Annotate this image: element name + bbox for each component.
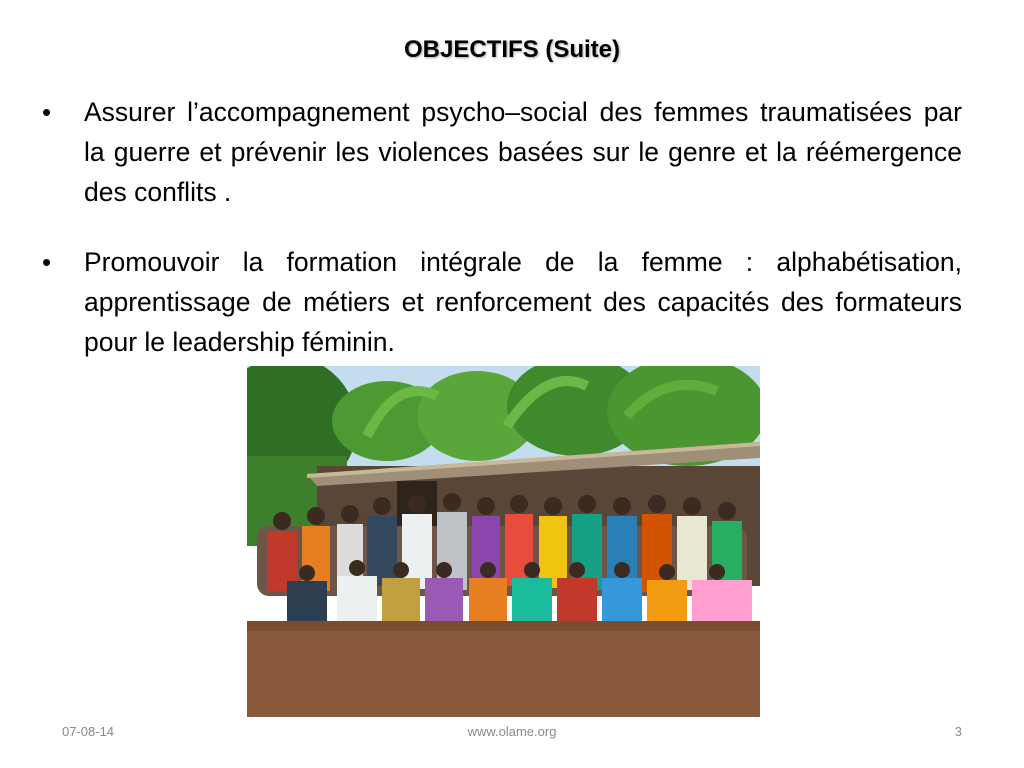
bullet-marker: • xyxy=(42,247,52,277)
bullet-marker: • xyxy=(42,97,52,127)
footer-date: 07-08-14 xyxy=(62,724,115,739)
group-photo xyxy=(247,366,760,717)
bullet-item xyxy=(42,242,962,362)
footer-url: www.olame.org xyxy=(467,724,557,739)
bullet-list xyxy=(42,92,962,392)
bullet-item xyxy=(42,92,962,212)
slide-title: OBJECTIFS (Suite) xyxy=(403,36,620,63)
bullet-text: Assurer l’accompagnement psycho–social des femmes traumatisées par la guerre et prévenir les violences basées sur le genre et la réémergence des conflits . xyxy=(84,97,962,207)
bullet-text: Promouvoir la formation intégrale de la femme : alphabétisation, apprentissage de métiers et renforcement des capacités des formateurs pour le leadership féminin. xyxy=(84,247,962,357)
slide-number: 3 xyxy=(954,724,962,739)
